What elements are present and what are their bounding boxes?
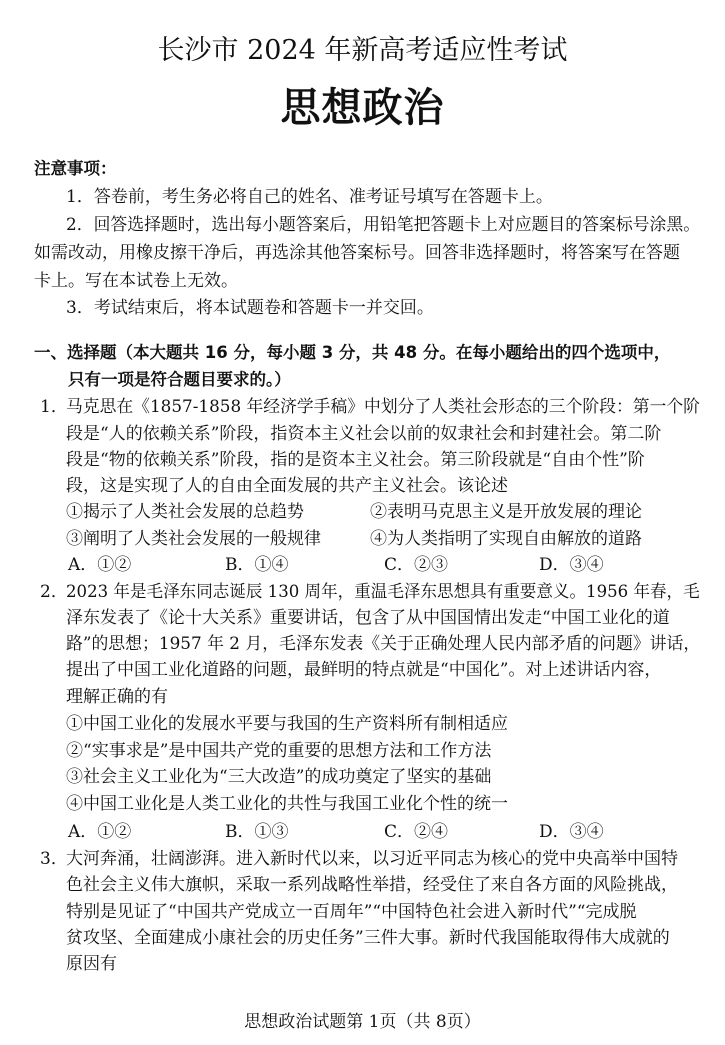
page-footer: 思想政治试题第 1页（共 8页） (244, 1012, 481, 1032)
statement: ①中国工业化的发展水平要与我国的生产资料所有制相适应 (66, 714, 508, 734)
question-stem-line: 路”的思想；1957 年 2 月，毛泽东发表《关于正确处理人民内部矛盾的问题》讲话， (66, 634, 701, 654)
notice-line: 如需改动，用橡皮擦干净后，再选涂其他答案标号。回答非选择题时，将答案写在答题 (34, 243, 680, 263)
question-stem-line: 色社会主义伟大旗帜，采取一系列战略性举措，经受住了来自各方面的风险挑战， (66, 875, 678, 895)
question-stem-line: 大河奔涌，壮阔澎湃。进入新时代以来，以习近平同志为核心的党中央高举中国特 (66, 849, 678, 869)
question-stem-line: 提出了中国工业化道路的问题，最鲜明的特点就是“中国化”。对上述讲话内容， (66, 660, 662, 680)
question-stem-line: 特别是见证了“中国共产党成立一百周年”“中国特色社会进入新时代”“完成脱 (66, 902, 637, 922)
question-number: 1． (40, 397, 68, 417)
option-c: C．②④ (384, 822, 449, 842)
statement: ④为人类指明了实现自由解放的道路 (370, 529, 642, 549)
subject-title: 思想政治 (280, 85, 445, 131)
question-stem-line: 段是“物的依赖关系”阶段，指的是资本主义社会。第三阶段就是“自由个性”阶 (66, 450, 645, 470)
question-stem-line: 理解正确的有 (66, 687, 168, 707)
statement: ①揭示了人类社会发展的总趋势 (66, 502, 304, 522)
option-c: C．②③ (384, 555, 449, 575)
option-d: D．③④ (539, 555, 604, 575)
statement: ②表明马克思主义是开放发展的理论 (370, 502, 642, 522)
question-number: 2． (40, 582, 68, 602)
option-a: A．①② (68, 822, 132, 842)
notice-line: 1．答卷前，考生务必将自己的姓名、准考证号填写在答题卡上。 (66, 187, 553, 207)
exam-title: 长沙市 2024 年新高考适应性考试 (157, 35, 568, 66)
statement: ④中国工业化是人类工业化的共性与我国工业化个性的统一 (66, 794, 508, 814)
notice-line: 3．考试结束后，将本试题卷和答题卡一并交回。 (66, 298, 434, 318)
question-stem-line: 段是“人的依赖关系”阶段，指资本主义社会以前的奴隶社会和封建社会。第二阶 (66, 424, 662, 444)
option-b: B．①④ (225, 555, 289, 575)
statement: ③阐明了人类社会发展的一般规律 (66, 529, 321, 549)
question-stem-line: 泽东发表了《论十大关系》重要讲话，包含了从中国国情出发走“中国工业化的道 (66, 608, 670, 628)
statement: ③社会主义工业化为“三大改造”的成功奠定了坚实的基础 (66, 767, 492, 787)
option-d: D．③④ (539, 822, 604, 842)
section-heading-cont: 只有一项是符合题目要求的。） (68, 370, 291, 389)
notice-line: 2．回答选择题时，选出每小题答案后，用铅笔把答题卡上对应题目的答案标号涂黑。 (66, 215, 701, 235)
option-a: A．①② (68, 555, 132, 575)
question-stem-line: 马克思在《1857-1858 年经济学手稿》中划分了人类社会形态的三个阶段：第一个阶 (66, 397, 700, 417)
question-number: 3． (40, 849, 68, 869)
option-b: B．①③ (225, 822, 289, 842)
question-stem-line: 段，这是实现了人的自由全面发展的共产主义社会。该论述 (66, 476, 508, 496)
question-stem-line: 2023 年是毛泽东同志诞辰 130 周年，重温毛泽东思想具有重要意义。1956 年春，毛 (66, 582, 700, 602)
notice-heading: 注意事项： (34, 159, 117, 178)
question-stem-line: 贫攻坚、全面建成小康社会的历史任务”三件大事。新时代我国能取得伟大成就的 (66, 928, 670, 948)
statement: ②“实事求是”是中国共产党的重要的思想方法和工作方法 (66, 741, 492, 761)
section-heading: 一、选择题（本大题共 16 分，每小题 3 分，共 48 分。在每小题给出的四个选项中， (34, 343, 671, 362)
question-stem-line: 原因有 (66, 954, 117, 974)
notice-line: 卡上。写在本试卷上无效。 (34, 271, 238, 291)
